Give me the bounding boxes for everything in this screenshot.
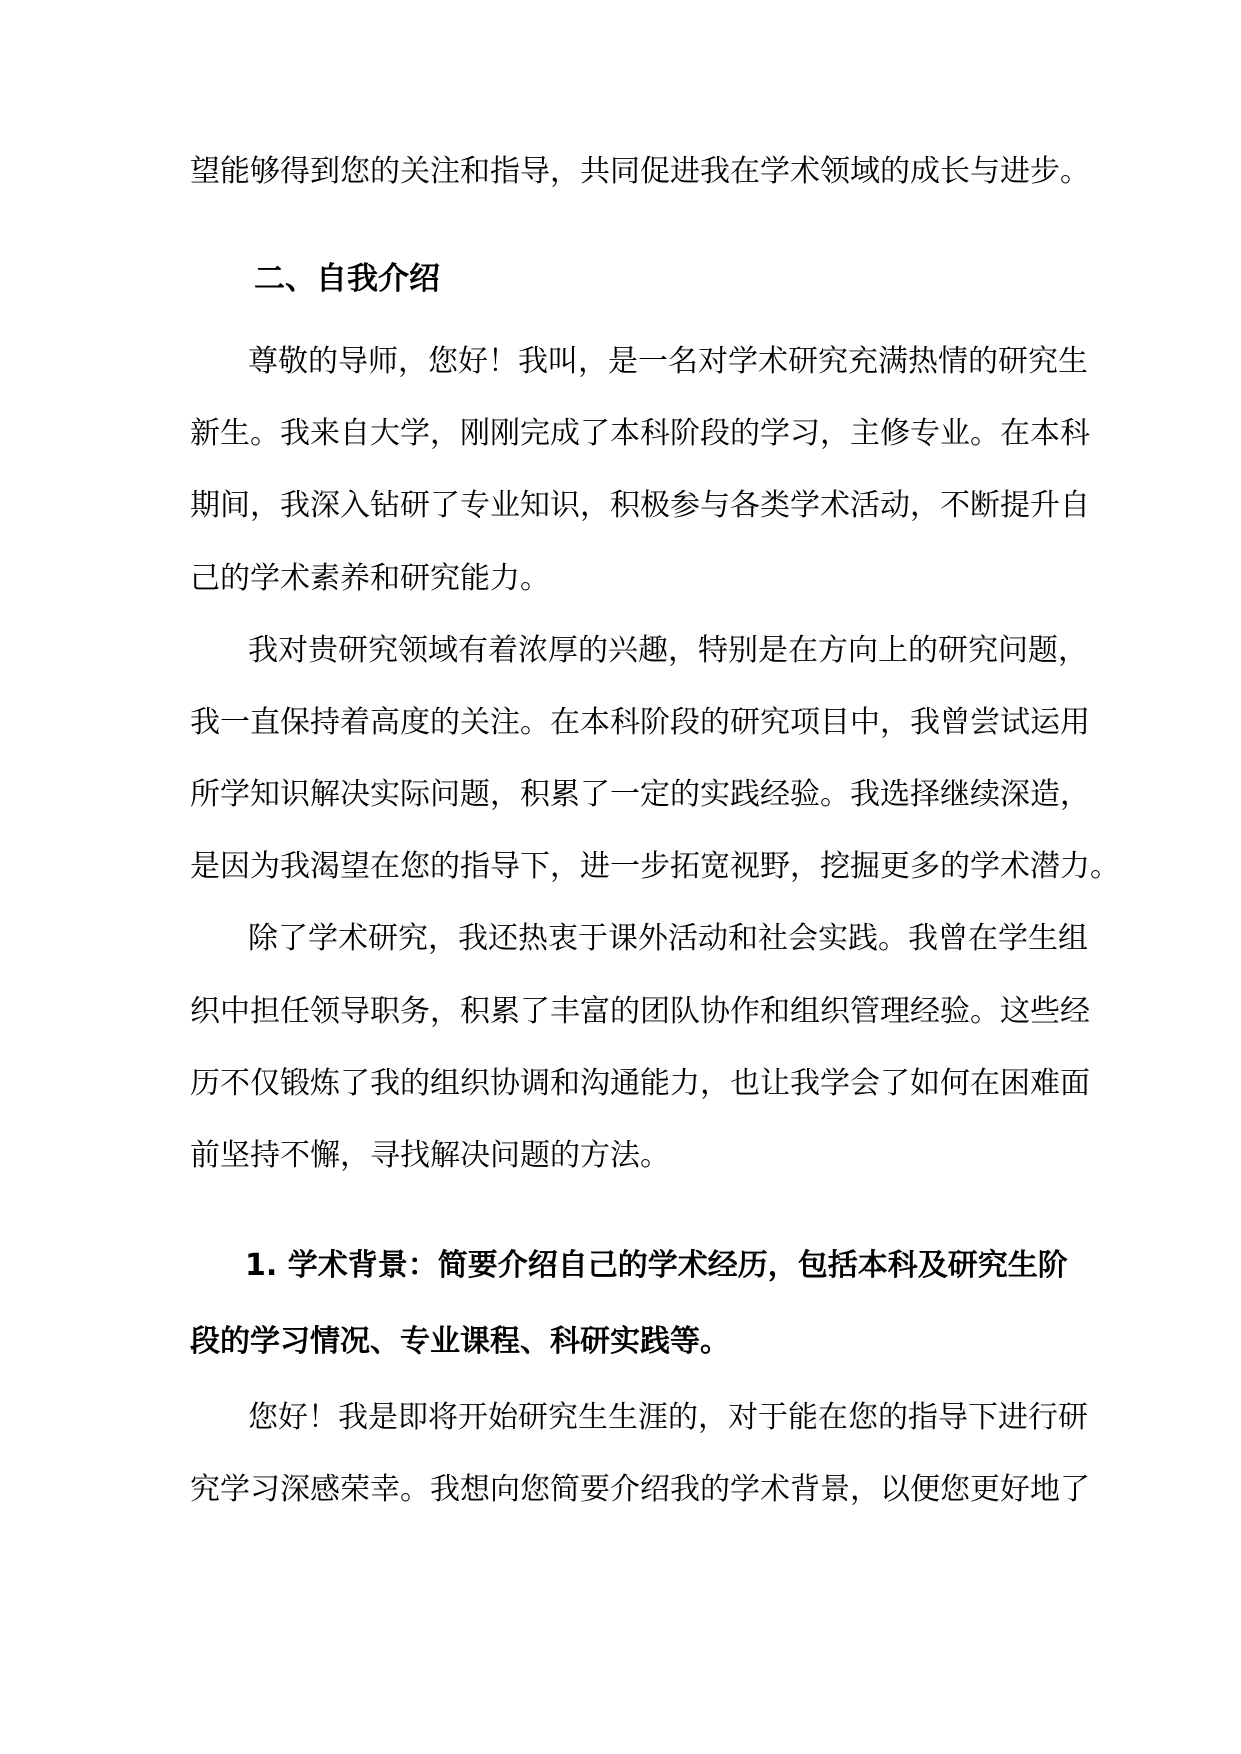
paragraph-2-line-2: 我一直保持着高度的关注。在本科阶段的研究项目中，我曾尝试运用 (190, 705, 1090, 740)
paragraph-3-line-3: 历不仅锻炼了我的组织协调和沟通能力，也让我学会了如何在困难面 (190, 1066, 1090, 1101)
paragraph-3-line-2: 织中担任领导职务，积累了丰富的团队协作和组织管理经验。这些经 (190, 994, 1090, 1029)
paragraph-4-line-1: 您好！我是即将开始研究生生涯的，对于能在您的指导下进行研 (248, 1400, 1088, 1435)
paragraph-2-line-1: 我对贵研究领域有着浓厚的兴趣，特别是在方向上的研究问题， (248, 633, 1088, 668)
paragraph-4-line-2: 究学习深感荣幸。我想向您简要介绍我的学术背景，以便您更好地了 (190, 1472, 1090, 1507)
carryover-text-line: 望能够得到您的关注和指导，共同促进我在学术领域的成长与进步。 (190, 154, 1090, 189)
section-heading: 二、自我介绍 (254, 261, 440, 297)
subheading-line-2: 段的学习情况、专业课程、科研实践等。 (190, 1324, 730, 1359)
subheading-line-1: 1. 学术背景：简要介绍自己的学术经历，包括本科及研究生阶 (245, 1248, 1068, 1283)
paragraph-1-line-1: 尊敬的导师，您好！我叫，是一名对学术研究充满热情的研究生 (248, 344, 1088, 379)
paragraph-3-line-1: 除了学术研究，我还热衷于课外活动和社会实践。我曾在学生组 (248, 921, 1088, 956)
paragraph-1-line-3: 期间，我深入钻研了专业知识，积极参与各类学术活动，不断提升自 (190, 488, 1090, 523)
paragraph-3-line-4: 前坚持不懈，寻找解决问题的方法。 (190, 1138, 670, 1173)
paragraph-1-line-2: 新生。我来自大学，刚刚完成了本科阶段的学习，主修专业。在本科 (190, 416, 1090, 451)
paragraph-2-line-4: 是因为我渴望在您的指导下，进一步拓宽视野，挖掘更多的学术潜力。 (190, 849, 1120, 884)
paragraph-1-line-4: 己的学术素养和研究能力。 (190, 561, 550, 596)
paragraph-2-line-3: 所学知识解决实际问题，积累了一定的实践经验。我选择继续深造， (190, 777, 1090, 812)
